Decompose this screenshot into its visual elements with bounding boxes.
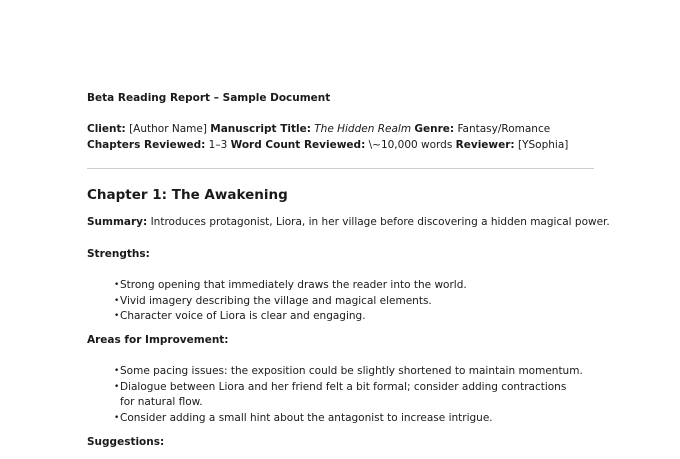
- genre-label: Genre:: [414, 123, 455, 135]
- horizontal-divider: [87, 168, 594, 169]
- chapter-heading: Chapter 1: The Awakening: [87, 187, 288, 203]
- list-item: • Consider adding a small hint about the antagonist to increase intrigue.: [114, 411, 584, 427]
- strengths-heading: Strengths:: [87, 248, 150, 260]
- list-item: • Strong opening that immediately draws the reader into the world.: [114, 278, 584, 294]
- improvement-heading: Areas for Improvement:: [87, 334, 229, 346]
- chapter-summary: [87, 215, 610, 231]
- genre-value: Fantasy/Romance: [457, 123, 551, 135]
- list-item: • Vivid imagery describing the village and magical elements.: [114, 294, 584, 310]
- chapters-reviewed-value: 1–3: [208, 138, 228, 151]
- manuscript-title-label: Manuscript Title:: [210, 123, 311, 135]
- reviewer-value: [YSophia]: [517, 138, 569, 151]
- improvement-list: [114, 364, 584, 426]
- strengths-list: [114, 278, 584, 325]
- list-item: • Dialogue between Liora and her friend felt a bit formal; consider adding contractions for natural flow.: [114, 380, 584, 411]
- reviewer-label: Reviewer:: [455, 138, 515, 151]
- word-count-value: \~10,000 words: [368, 138, 453, 151]
- manuscript-title-value: The Hidden Realm: [314, 123, 412, 135]
- suggestions-heading: Suggestions:: [87, 436, 165, 448]
- client-value: [Author Name]: [129, 123, 207, 135]
- word-count-label: Word Count Reviewed:: [230, 138, 366, 151]
- report-metadata: [87, 122, 594, 153]
- client-label: Client:: [87, 123, 126, 135]
- chapters-reviewed-label: Chapters Reviewed:: [87, 138, 206, 151]
- list-item: • Character voice of Liora is clear and engaging.: [114, 309, 584, 325]
- summary-text: Introduces protagonist, Liora, in her village before discovering a hidden magical power.: [150, 216, 610, 228]
- summary-label: Summary:: [87, 216, 148, 228]
- document-title: Beta Reading Report – Sample Document: [87, 92, 331, 104]
- list-item: • Some pacing issues: the exposition could be slightly shortened to maintain momentum.: [114, 364, 584, 380]
